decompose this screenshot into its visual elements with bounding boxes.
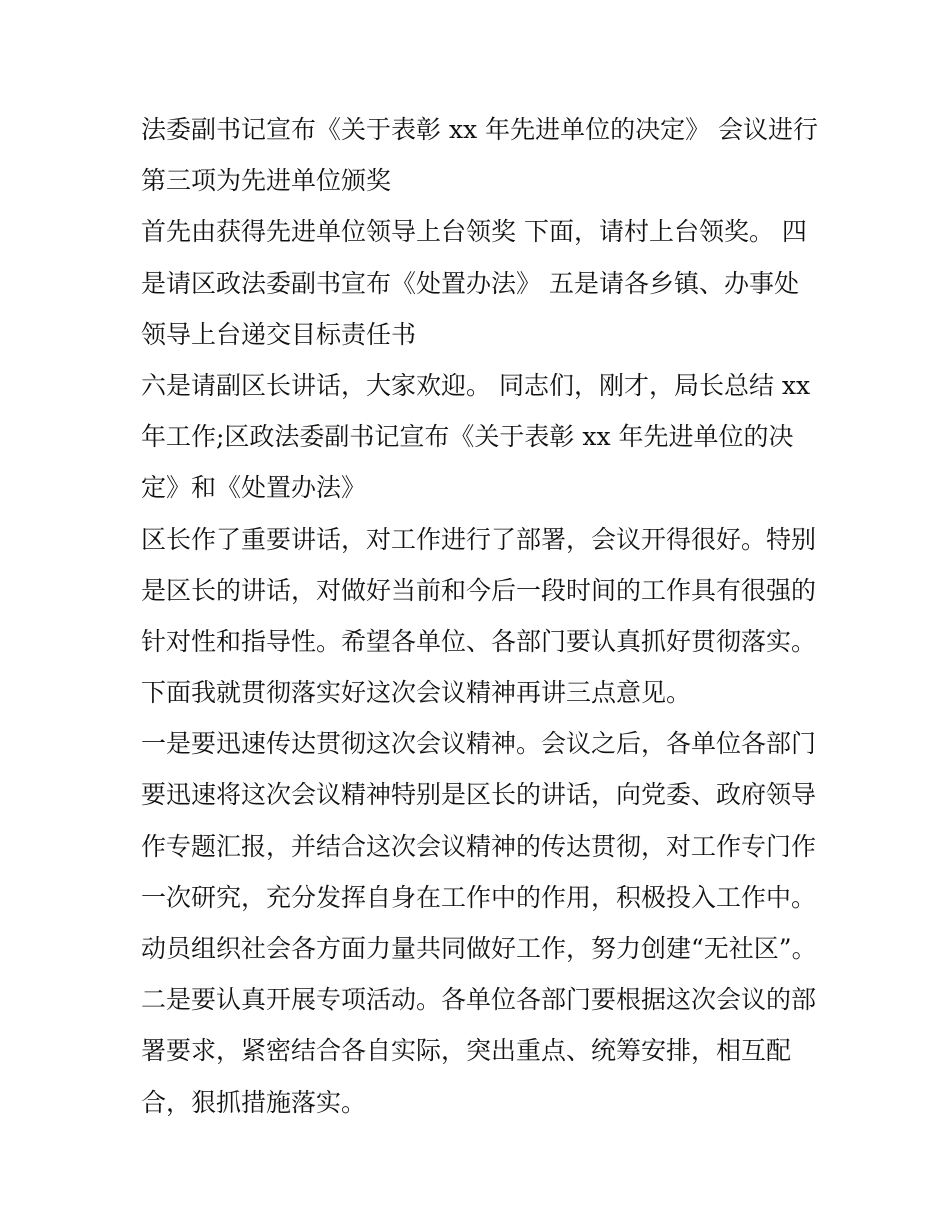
text-line: 作专题汇报，并结合这次会议精神的传达贯彻，对工作专门作 xyxy=(141,831,817,861)
text-line: 领导上台递交目标责任书 xyxy=(141,319,417,349)
text-line: 署要求，紧密结合各自实际，突出重点、统筹安排，相互配 xyxy=(141,1036,792,1066)
text-line: 要迅速将这次会议精神特别是区长的讲话，向党委、政府领导 xyxy=(141,780,817,810)
text-line: 下面我就贯彻落实好这次会议精神再讲三点意见。 xyxy=(141,678,692,708)
text-line: 一是要迅速传达贯彻这次会议精神。会议之后，各单位各部门 xyxy=(141,729,817,759)
text-line: 首先由获得先进单位领导上台领奖 下面，请村上台领奖。 四 xyxy=(141,217,807,247)
text-line: 区长作了重要讲话，对工作进行了部署，会议开得很好。特别 xyxy=(141,524,817,554)
text-line: 合，狠抓措施落实。 xyxy=(141,1087,367,1117)
text-line: 六是请副区长讲话，大家欢迎。 同志们，刚才，局长总结 xx xyxy=(141,370,811,400)
text-line: 动员组织社会各方面力量共同做好工作，努力创建“无社区”。 xyxy=(141,934,817,963)
text-line: 法委副书记宣布《关于表彰 xx 年先进单位的决定》 会议进行 xyxy=(141,115,819,144)
text-line: 年工作;区政法委副书记宣布《关于表彰 xx 年先进单位的决 xyxy=(141,422,794,452)
text-line: 定》和《处置办法》 xyxy=(141,473,367,503)
text-line: 第三项为先进单位颁奖 xyxy=(141,166,392,196)
text-line: 针对性和指导性。希望各单位、各部门要认真抓好贯彻落实。 xyxy=(141,626,817,656)
text-line: 一次研究，充分发挥自身在工作中的作用，积极投入工作中。 xyxy=(141,882,817,912)
document-body xyxy=(141,104,821,1128)
text-line: 是请区政法委副书宣布《处置办法》 五是请各乡镇、办事处 xyxy=(141,268,799,298)
text-line: 二是要认真开展专项活动。各单位各部门要根据这次会议的部 xyxy=(141,985,817,1015)
text-line: 是区长的讲话，对做好当前和今后一段时间的工作具有很强的 xyxy=(141,575,817,605)
